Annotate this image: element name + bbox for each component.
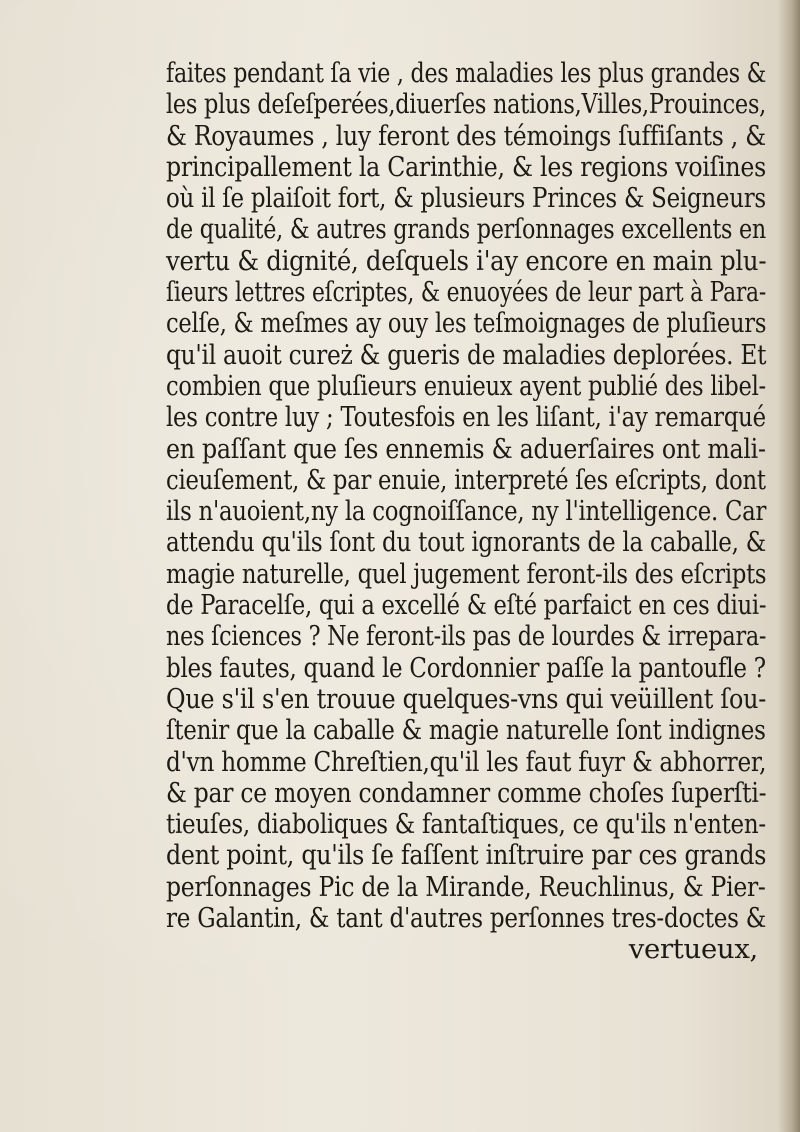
text-line: magie naturelle, quel jugement feront-ils des eſcripts bbox=[166, 557, 767, 590]
text-line: Que s'il s'en trouue quelques-vns qui veüillent ſou- bbox=[166, 682, 767, 715]
text-line: en paſſant que ſes ennemis & aduerſaires ont mali- bbox=[166, 432, 766, 465]
text-line: attendu qu'ils ſont du tout ignorants de la caballe, & bbox=[166, 526, 767, 559]
text-line: celſe, & meſmes ay ouy les teſmoignages de pluſieurs bbox=[166, 307, 767, 340]
text-line: bles fautes, quand le Cordonnier paſſe la pantoufle ? bbox=[166, 651, 766, 684]
text-line: les plus deſeſperées,diuerſes nations,Villes,Prouinces, bbox=[166, 88, 767, 121]
text-line: ſieurs lettres eſcriptes, & enuoyées de leur part à Para- bbox=[166, 276, 766, 309]
text-line: tieuſes, diaboliques & fantaſtiques, ce qu'ils n'enten- bbox=[166, 808, 766, 841]
text-line: les contre luy ; Toutesfois en les liſant, i'ay remarqué bbox=[166, 401, 766, 434]
text-line: d'vn homme Chreſtien,qu'il les faut fuyr & abhorrer, bbox=[166, 745, 767, 778]
text-line: de qualité, & autres grands perſonnages excellents en bbox=[166, 213, 767, 246]
text-line: & par ce moyen condamner comme choſes ſuperſti- bbox=[166, 776, 767, 809]
text-line: combien que pluſieurs enuieux ayent publié des libel- bbox=[166, 369, 766, 402]
text-line: & Royaumes , luy feront des témoings ſuffiſants , & bbox=[166, 119, 766, 152]
text-line: principallement la Carinthie, & les regions voiſines bbox=[166, 150, 766, 183]
text-line: nes ſciences ? Ne feront-ils pas de lourdes & irrepara- bbox=[166, 620, 767, 653]
text-line: qu'il auoit cureż & gueris de maladies deplorées. Et bbox=[166, 338, 767, 371]
text-block bbox=[166, 58, 766, 966]
text-line: où il ſe plaiſoit fort, & plusieurs Princes & Seigneurs bbox=[166, 182, 766, 215]
page-edge-shadow bbox=[778, 0, 800, 1132]
text-line: perſonnages Pic de la Mirande, Reuchlinus, & Pier- bbox=[166, 870, 766, 903]
text-line: ils n'auoient,ny la cognoiſſance, ny l'intelligence. Car bbox=[166, 495, 767, 528]
text-line: cieuſement, & par enuie, interpreté ſes eſcripts, dont bbox=[166, 463, 766, 496]
text-line: de Paracelſe, qui a excellé & eſté parfaict en ces diui- bbox=[166, 589, 767, 622]
text-line: faites pendant ſa vie , des maladies les plus grandes & bbox=[166, 57, 767, 89]
text-line: dent point, qu'ils ſe faſſent inſtruire par ces grands bbox=[166, 839, 767, 872]
text-line: ſtenir que la caballe & magie naturelle ſont indignes bbox=[166, 714, 766, 747]
catchword: vertueux, bbox=[628, 933, 758, 966]
text-line: vertu & dignité, deſquels i'ay encore en main plu- bbox=[166, 244, 767, 277]
text-line: re Galantin, & tant d'autres perſonnes tres-doctes & bbox=[166, 902, 767, 935]
